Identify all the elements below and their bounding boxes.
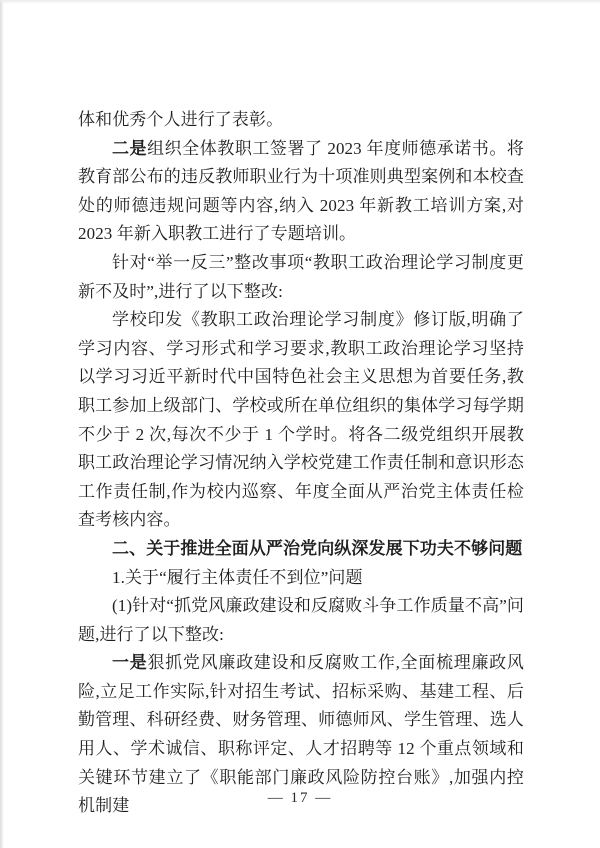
document-body (78, 106, 524, 821)
paragraph-text: 组织全体教职工签署了 2023 年度师德承诺书。将教育部公布的违反教师职业行为十项准则典型案例和本校查处的师德违规问题等内容,纳入 2023 年新教工培训方案,对 2023 年新入职教工进行了专题培训。 (78, 138, 524, 244)
paragraph-issue-one (78, 592, 524, 649)
paragraph-bold-lead: 一是 (112, 653, 148, 673)
paragraph-text: 针对“举一反三”整改事项“教职工政治理论学习制度更新不及时”,进行了以下整改: (78, 252, 524, 301)
paragraph-text: (1)针对“抓党风廉政建设和反腐败斗争工作质量不高”问题,进行了以下整改: (78, 596, 524, 644)
subsection-heading-one (78, 564, 524, 593)
scan-edge-top (0, 0, 600, 4)
paragraph-text: 学校印发《教职工政治理论学习制度》修订版,明确了学习内容、学习形式和学习要求,教职工政治理论学习坚持以学习习近平新时代中国特色社会主义思想为首要任务,教职工参加上级部门、学校或所在单位组织的集体学习每学期不少于 2 次,每次不少于 1 个学时。将各二级党组织开展教职工政治理论学习情况纳入学校党建工作责任制和意识形态工作责任制,作为校内巡察、年度全面从严治党主体责任检查考核内容。 (78, 310, 524, 530)
paragraph-text: 狠抓党风廉政建设和反腐败工作,全面梳理廉政风险,立足工作实际,针对招生考试、招标采购、基建工程、后勤管理、科研经费、财务管理、师德师风、学生管理、选人用人、学术诚信、职称评定、人才招聘等 12 个重点领域和关键环节建立了《职能部门廉政风险防控台账》,加强内控机制建 (78, 653, 524, 816)
paragraph-second-item (78, 135, 524, 249)
paragraph-study-system (78, 306, 524, 535)
scan-edge-left (0, 0, 4, 848)
subsection-text: 1.关于“履行主体责任不到位”问题 (112, 567, 363, 587)
paragraph-continuation (78, 106, 524, 135)
paragraph-rectification-intro (78, 249, 524, 306)
page-number: — 17 — (267, 790, 333, 806)
paragraph-text: 体和优秀个人进行了表彰。 (78, 110, 284, 129)
heading-text: 二、关于推进全面从严治党向纵深发展下功夫不够问题 (112, 538, 523, 558)
paragraph-bold-lead: 二是 (112, 138, 148, 158)
section-heading-two (78, 535, 524, 564)
